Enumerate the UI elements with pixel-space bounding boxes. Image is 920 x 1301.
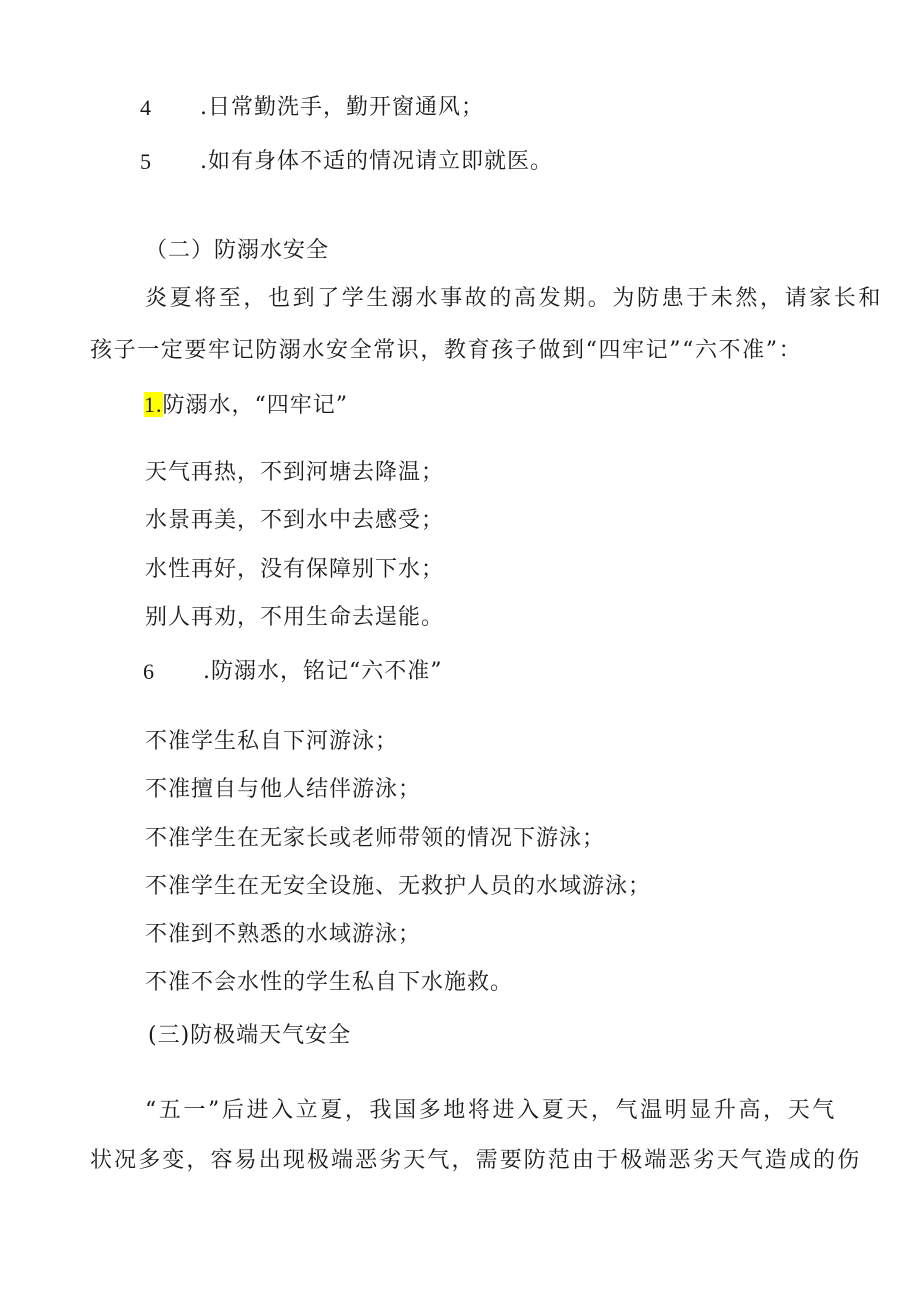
paragraph-line: 孩子一定要牢记防溺水安全常识，教育孩子做到“四牢记”“六不准”： xyxy=(90,338,803,363)
rule-line: 水性再好，没有保障别下水； xyxy=(145,557,445,582)
rule-line: 不准不会水性的学生私自下水施救。 xyxy=(145,970,514,995)
rule-line: 别人再劝，不用生命去逞能。 xyxy=(145,605,445,630)
list-item-number: 6 xyxy=(143,659,154,684)
list-item-text: .如有身体不适的情况请立即就医。 xyxy=(200,149,553,174)
paragraph-line: “五一”后进入立夏，我国多地将进入夏天，气温明显升高，天气 xyxy=(145,1098,837,1123)
list-item-text: .日常勤洗手，勤开窗通风； xyxy=(200,95,484,120)
list-item-number: 4 xyxy=(140,95,151,120)
rule-line: 不准擅自与他人结伴游泳； xyxy=(145,777,422,802)
paragraph-line: 炎夏将至，也到了学生溺水事故的高发期。为防患于未然，请家长和 xyxy=(145,286,884,311)
subheading-six-forbid: .防溺水，铭记“六不准” xyxy=(203,659,443,684)
rule-line: 不准学生在无家长或老师带领的情况下游泳； xyxy=(145,826,606,851)
subheading-text: 防溺水，“四牢记” xyxy=(162,393,348,418)
section-heading-extreme-weather: (三)防极端天气安全 xyxy=(148,1023,352,1048)
rule-line: 不准到不熟悉的水域游泳； xyxy=(145,922,422,947)
rule-line: 水景再美，不到水中去感受； xyxy=(145,508,445,533)
rule-line: 不准学生在无安全设施、无救护人员的水域游泳； xyxy=(145,874,652,899)
section-heading-drowning: （二）防溺水安全 xyxy=(145,238,330,263)
list-item-number: 5 xyxy=(140,149,151,174)
highlighted-number: 1. xyxy=(144,392,163,417)
rule-line: 不准学生私自下河游泳； xyxy=(145,729,399,754)
rule-line: 天气再热，不到河塘去降温； xyxy=(145,460,445,485)
paragraph-line: 状况多变，容易出现极端恶劣天气，需要防范由于极端恶劣天气造成的伤 xyxy=(90,1148,862,1173)
subheading-four-remember xyxy=(144,390,348,421)
